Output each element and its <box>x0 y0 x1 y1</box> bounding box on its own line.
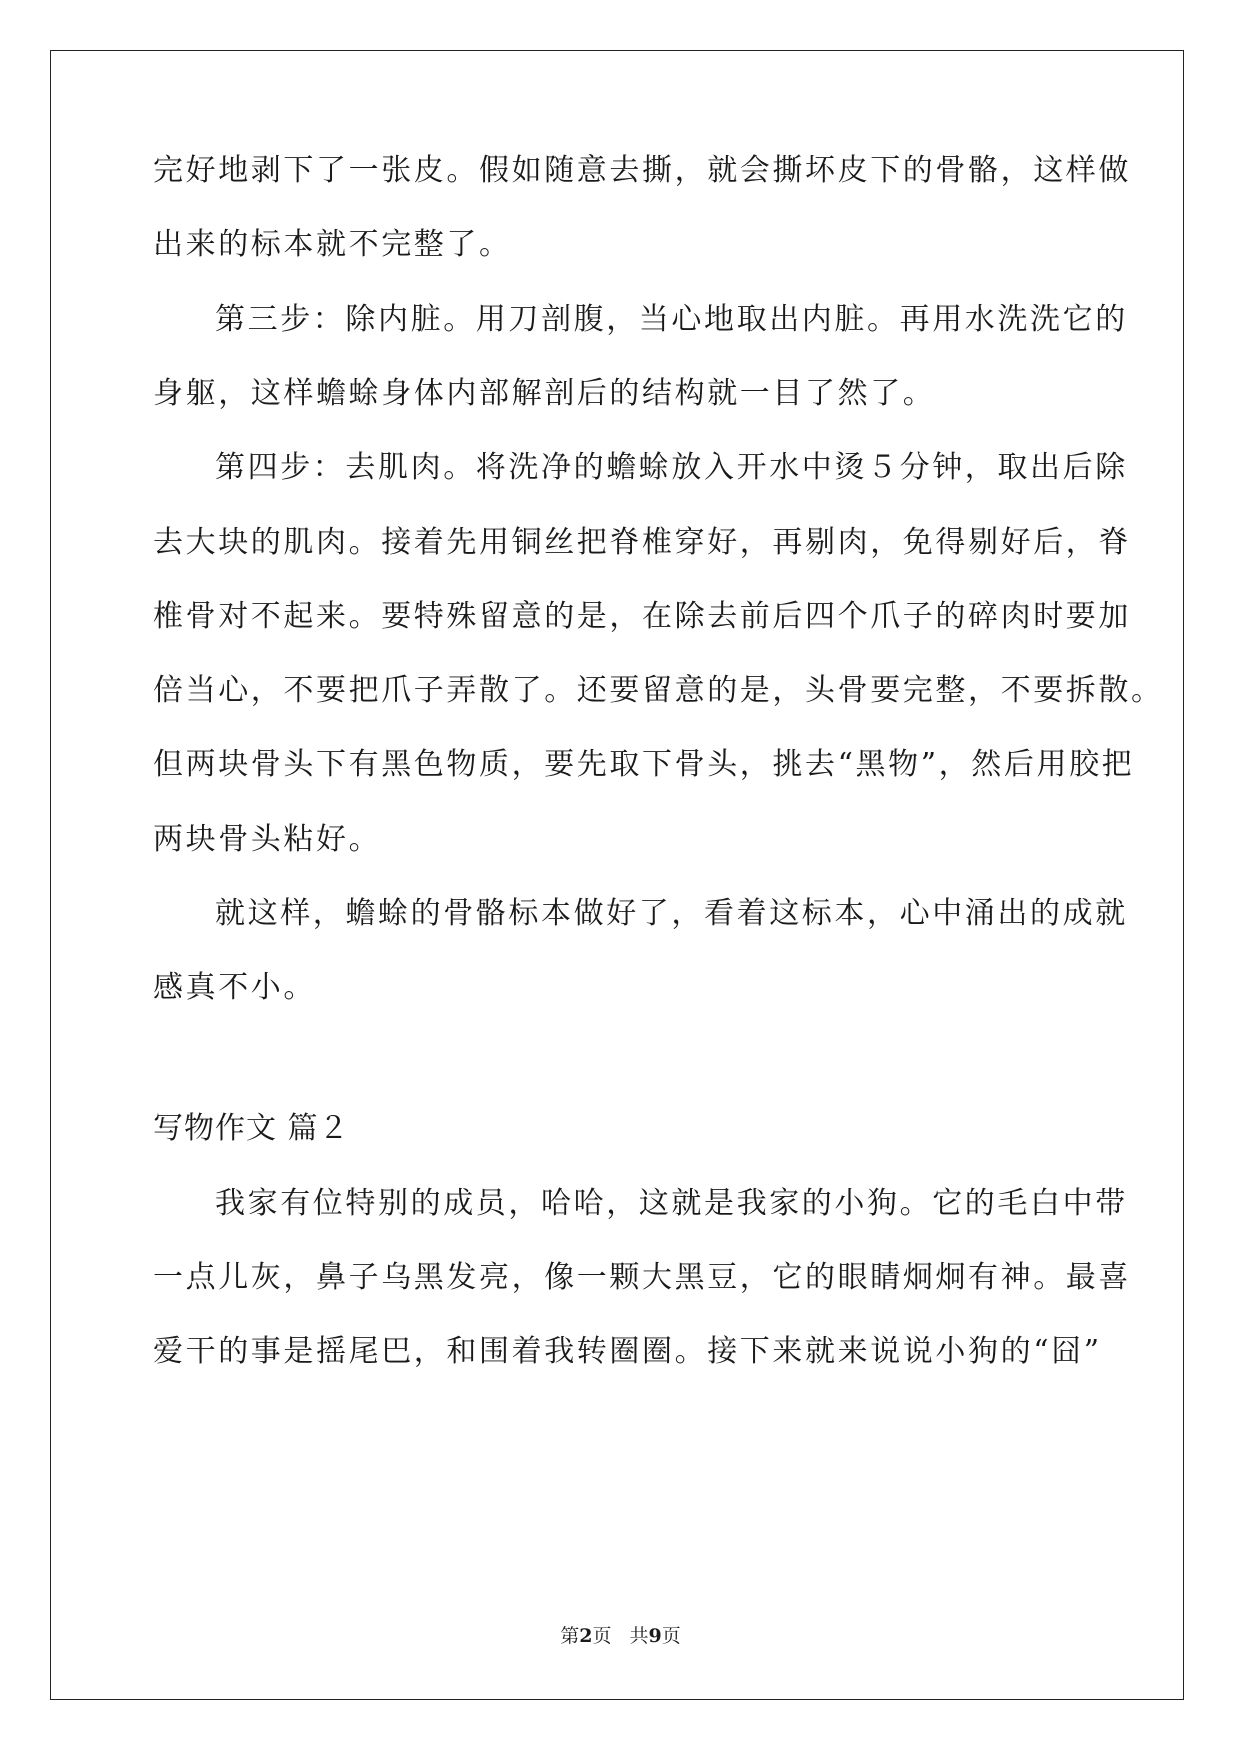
paragraph-line: 倍当心，不要把爪子弄散了。还要留意的是，头骨要完整，不要拆散。 <box>153 673 1164 708</box>
page-border <box>50 50 1184 1700</box>
paragraph-line: 椎骨对不起来。要特殊留意的是，在除去前后四个爪子的碎肉时要加 <box>153 599 1131 634</box>
footer-page-mid: 页 <box>592 1625 612 1647</box>
footer-total-prefix: 共 <box>629 1625 649 1647</box>
paragraph-line: 身躯，这样蟾蜍身体内部解剖后的结构就一目了然了。 <box>153 376 936 411</box>
paragraph-line: 感真不小。 <box>153 970 316 1005</box>
paragraph-line: 完好地剥下了一张皮。假如随意去撕，就会撕坏皮下的骨骼，这样做 <box>153 153 1131 188</box>
footer-total-suffix: 页 <box>661 1625 681 1647</box>
paragraph-line: 第三步：除内脏。用刀剖腹，当心地取出内脏。再用水洗洗它的 <box>215 302 1128 337</box>
paragraph-line: 第四步：去肌肉。将洗净的蟾蜍放入开水中烫５分钟，取出后除 <box>215 450 1128 485</box>
paragraph-line: 我家有位特别的成员，哈哈，这就是我家的小狗。它的毛白中带 <box>215 1186 1128 1221</box>
footer-page-prefix: 第 <box>560 1625 580 1647</box>
section-heading: 写物作文 篇２ <box>153 1111 350 1146</box>
paragraph-line: 出来的标本就不完整了。 <box>153 227 512 262</box>
paragraph-line: 两块骨头粘好。 <box>153 822 382 857</box>
paragraph-line: 去大块的肌肉。接着先用铜丝把脊椎穿好，再剔肉，免得剔好后，脊 <box>153 525 1131 560</box>
paragraph-line: 就这样，蟾蜍的骨骼标本做好了，看着这标本，心中涌出的成就 <box>215 896 1128 931</box>
footer-page-total: 9 <box>648 1625 662 1647</box>
footer-page-current: 2 <box>579 1625 593 1647</box>
page-footer <box>0 1624 1241 1648</box>
paragraph-line: 但两块骨头下有黑色物质，要先取下骨头，挑去“黑物”，然后用胶把 <box>153 747 1135 782</box>
paragraph-line: 爱干的事是摇尾巴，和围着我转圈圈。接下来就来说说小狗的“囧” <box>153 1334 1102 1369</box>
paragraph-line: 一点儿灰，鼻子乌黑发亮，像一颗大黑豆，它的眼睛炯炯有神。最喜 <box>153 1260 1131 1295</box>
